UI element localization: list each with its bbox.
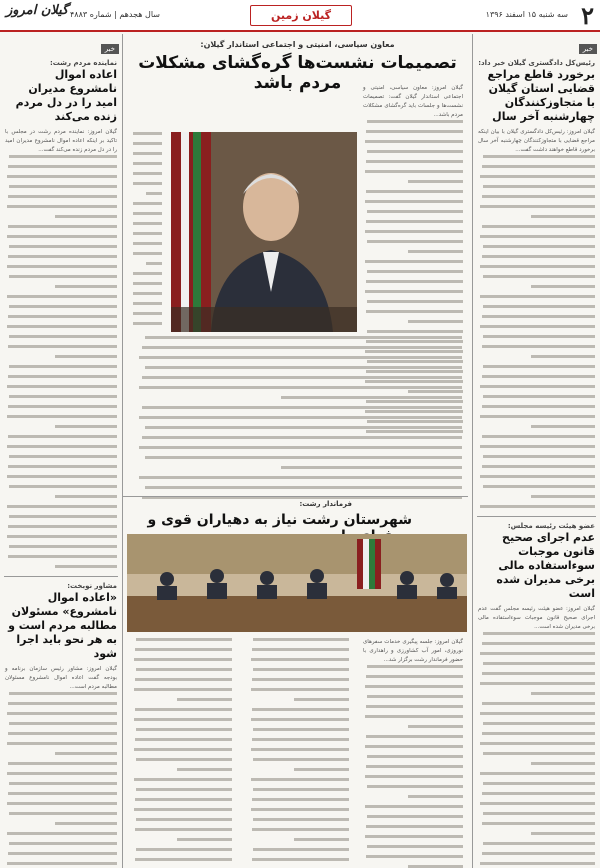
text-line <box>55 355 117 361</box>
page-header <box>0 0 600 32</box>
text-line <box>483 365 595 371</box>
text-line <box>133 162 162 168</box>
text-line <box>7 712 117 718</box>
text-line <box>7 535 117 541</box>
text-line <box>482 642 595 648</box>
text-line <box>480 415 595 421</box>
meeting-photo <box>127 534 467 632</box>
text-line <box>9 545 117 551</box>
text-line <box>7 235 117 241</box>
text-line <box>134 778 232 784</box>
text-line <box>146 192 163 198</box>
text-line <box>281 396 463 402</box>
text-line <box>9 782 117 788</box>
text-line <box>366 765 463 771</box>
meeting-illustration <box>127 534 467 632</box>
text-line <box>7 415 117 421</box>
text-line <box>9 155 117 161</box>
text-line <box>133 282 162 288</box>
text-line <box>9 812 117 818</box>
text-line <box>8 555 117 561</box>
divider <box>4 576 118 577</box>
text-line <box>252 828 349 834</box>
text-line <box>482 255 595 261</box>
story-lead: گیلان امروز: نماینده مردم رشت در مجلس با تاکید بر اینکه اعاده اموال نامشروع مدیران امید را در دل مردم زنده می‌کند گفت... <box>5 129 117 153</box>
story-kicker: فرماندار رشت: <box>299 500 352 508</box>
text-line <box>7 175 117 181</box>
text-line <box>483 245 595 251</box>
text-line <box>142 436 462 442</box>
story-kicker: عضو هیئت رئیسه مجلس: <box>507 522 595 530</box>
text-line <box>133 142 162 148</box>
text-line <box>482 435 595 441</box>
text-line <box>8 345 117 351</box>
official-portrait-photo <box>171 132 357 332</box>
text-line <box>367 845 463 851</box>
text-line <box>480 445 595 451</box>
text-line <box>139 476 462 482</box>
text-line <box>142 376 462 382</box>
text-line <box>483 275 595 281</box>
text-line <box>367 300 463 306</box>
text-line <box>483 662 595 668</box>
text-line <box>408 250 463 256</box>
text-line <box>482 165 595 171</box>
text-line <box>7 802 117 808</box>
text-line <box>482 702 595 708</box>
text-line <box>480 265 595 271</box>
text-line <box>133 272 162 278</box>
text-line <box>142 346 462 352</box>
text-line <box>480 505 595 511</box>
text-line <box>253 668 349 674</box>
text-line <box>136 728 232 734</box>
text-line <box>8 435 117 441</box>
column-tag: خبر <box>579 44 597 54</box>
text-line <box>7 505 117 511</box>
text-line <box>134 748 232 754</box>
story-lead: گیلان امروز: معاون سیاسی، امنیتی و اجتماعی استاندار گیلان گفت: تصمیمات نشست‌ها و جلسات باید گره‌گشای مشکلات مردم باشد... <box>363 85 463 118</box>
text-line <box>294 768 349 774</box>
text-line <box>8 762 117 768</box>
text-line <box>9 722 117 728</box>
text-line <box>55 215 117 221</box>
text-line <box>366 310 463 316</box>
text-line <box>251 718 349 724</box>
text-line <box>483 455 595 461</box>
text-line <box>251 688 349 694</box>
text-line <box>531 425 595 431</box>
text-line <box>136 818 232 824</box>
text-line <box>367 150 463 156</box>
text-line <box>7 475 117 481</box>
story-kicker: رئیس‌کل دادگستری گیلان خبر داد: <box>478 59 595 67</box>
text-line <box>480 295 595 301</box>
issue-number: سال هجدهم | شماره ۴۸۸۳ <box>70 10 160 19</box>
text-line <box>367 785 463 791</box>
text-line <box>365 290 463 296</box>
text-line <box>480 235 595 241</box>
text-line <box>367 270 463 276</box>
story-headline[interactable]: «اعاده اموال نامشروع» مسئولان مطالبه مردم است و به هر نحو باید اجرا شود <box>8 591 117 660</box>
text-line <box>136 788 232 794</box>
text-line <box>139 446 462 452</box>
story-kicker: نماینده مردم رشت: <box>49 59 117 67</box>
text-line <box>133 132 162 138</box>
text-line <box>483 485 595 491</box>
text-line <box>482 672 595 678</box>
story-body-text <box>132 638 232 868</box>
text-line <box>135 798 232 804</box>
text-line <box>146 262 163 268</box>
text-line <box>8 732 117 738</box>
text-line <box>531 692 595 698</box>
text-line <box>177 768 232 774</box>
text-line <box>135 738 232 744</box>
text-line <box>145 456 462 462</box>
text-line <box>8 525 117 531</box>
text-line <box>9 692 117 698</box>
text-line <box>483 395 595 401</box>
text-line <box>482 732 595 738</box>
text-line <box>480 652 595 658</box>
text-line <box>366 735 463 741</box>
text-line <box>133 232 162 238</box>
text-line <box>7 772 117 778</box>
text-line <box>135 678 232 684</box>
page-number: ۲ <box>581 1 594 30</box>
text-line <box>9 395 117 401</box>
text-line <box>365 140 463 146</box>
text-line <box>133 242 162 248</box>
text-line <box>281 466 463 472</box>
text-line <box>366 220 463 226</box>
text-line <box>7 325 117 331</box>
text-line <box>145 336 462 342</box>
text-line <box>136 758 232 764</box>
text-line <box>7 295 117 301</box>
text-line <box>55 822 117 828</box>
text-line <box>482 822 595 828</box>
text-line <box>252 858 349 864</box>
text-line <box>139 356 462 362</box>
text-line <box>483 842 595 848</box>
story-lead: گیلان امروز: مشاور رئیس سازمان برنامه و بودجه گفت اعاده اموال نامشروع مسئولان مطالبه مردم است... <box>5 666 117 690</box>
text-line <box>367 695 463 701</box>
text-line <box>367 665 463 671</box>
text-line <box>252 648 349 654</box>
text-line <box>365 835 463 841</box>
text-line <box>294 698 349 704</box>
text-line <box>367 120 463 126</box>
text-line <box>7 445 117 451</box>
text-line <box>8 225 117 231</box>
story-body-text <box>132 132 162 328</box>
text-line <box>55 565 117 571</box>
text-line <box>480 385 595 391</box>
text-line <box>252 678 349 684</box>
text-line <box>480 742 595 748</box>
text-line <box>253 728 349 734</box>
text-line <box>9 455 117 461</box>
text-line <box>482 792 595 798</box>
text-line <box>139 386 462 392</box>
text-line <box>483 782 595 788</box>
story-headline[interactable]: شهرستان رشت نیاز به دهیاران قوی و <box>147 512 412 528</box>
text-line <box>367 755 463 761</box>
text-line <box>8 702 117 708</box>
center-column <box>123 34 472 868</box>
story-kicker: مشاور نوبخت: <box>67 582 117 590</box>
text-line <box>8 255 117 261</box>
text-line <box>480 205 595 211</box>
text-line <box>7 862 117 868</box>
column-tag: خبر <box>101 44 119 54</box>
text-line <box>133 212 162 218</box>
text-line <box>9 515 117 521</box>
text-line <box>145 486 462 492</box>
text-line <box>480 682 595 688</box>
story-body-text <box>249 638 349 868</box>
story-body-text <box>363 665 463 868</box>
text-line <box>55 285 117 291</box>
text-line <box>366 190 463 196</box>
text-line <box>365 260 463 266</box>
text-line <box>365 200 463 206</box>
text-line <box>8 165 117 171</box>
text-line <box>483 305 595 311</box>
text-line <box>531 355 595 361</box>
text-line <box>366 130 463 136</box>
text-line <box>135 648 232 654</box>
text-line <box>9 365 117 371</box>
text-line <box>482 225 595 231</box>
story-kicker: معاون سیاسی، امنیتی و اجتماعی استاندار گیلان: <box>200 40 395 49</box>
text-line <box>531 762 595 768</box>
text-line <box>480 862 595 868</box>
text-line <box>483 155 595 161</box>
text-line <box>9 305 117 311</box>
text-line <box>251 808 349 814</box>
text-line <box>294 838 349 844</box>
left-column <box>0 34 123 868</box>
text-line <box>366 855 463 861</box>
text-line <box>253 818 349 824</box>
text-line <box>365 745 463 751</box>
text-line <box>252 738 349 744</box>
text-line <box>531 495 595 501</box>
text-line <box>365 685 463 691</box>
text-line <box>133 222 162 228</box>
text-line <box>55 425 117 431</box>
text-line <box>252 798 349 804</box>
issue-date: سه شنبه ۱۵ اسفند ۱۳۹۶ <box>485 10 568 19</box>
text-line <box>408 320 463 326</box>
text-line <box>480 175 595 181</box>
text-line <box>7 205 117 211</box>
text-line <box>483 812 595 818</box>
text-line <box>366 675 463 681</box>
text-line <box>366 160 463 166</box>
text-line <box>367 240 463 246</box>
text-line <box>253 848 349 854</box>
text-line <box>365 715 463 721</box>
text-line <box>133 322 162 328</box>
story-lead: گیلان امروز: رئیس‌کل دادگستری گیلان با بیان اینکه مراجع قضایی با متجاوزکنندگان چهارشنبه آخر سال برخورد قاطع خواهند داشت گفت... <box>478 129 595 153</box>
text-line <box>8 792 117 798</box>
text-line <box>483 335 595 341</box>
story-body-text <box>132 336 462 502</box>
text-line <box>135 708 232 714</box>
divider <box>123 496 468 497</box>
text-line <box>139 416 462 422</box>
text-line <box>482 315 595 321</box>
text-line <box>251 778 349 784</box>
right-column <box>472 34 600 868</box>
text-line <box>366 825 463 831</box>
text-line <box>408 795 463 801</box>
text-line <box>365 805 463 811</box>
text-line <box>483 722 595 728</box>
text-line <box>7 742 117 748</box>
text-line <box>482 405 595 411</box>
text-line <box>134 808 232 814</box>
text-line <box>177 838 232 844</box>
text-line <box>482 375 595 381</box>
text-line <box>253 788 349 794</box>
text-line <box>134 688 232 694</box>
story-headline[interactable]: تصمیمات نشست‌ها گره‌گشای مشکلات مردم باشد <box>138 53 457 93</box>
text-line <box>9 335 117 341</box>
text-line <box>366 705 463 711</box>
text-line <box>480 325 595 331</box>
newspaper-logo: گیلان امروز <box>6 3 69 18</box>
text-line <box>55 495 117 501</box>
text-line <box>253 758 349 764</box>
text-line <box>9 275 117 281</box>
text-line <box>480 475 595 481</box>
text-line <box>252 708 349 714</box>
text-line <box>366 280 463 286</box>
portrait-illustration <box>171 132 357 332</box>
story-lead: گیلان امروز: عضو هیئت رئیسه مجلس گفت عدم اجرای صحیح قانون موجبات سوءاستفاده مالی برخی مدیران شده است... <box>478 606 595 630</box>
text-line <box>365 230 463 236</box>
text-line <box>135 858 232 864</box>
text-line <box>9 842 117 848</box>
text-line <box>9 485 117 491</box>
text-line <box>8 375 117 381</box>
story-lead: گیلان امروز: جلسه پیگیری خدمات سفرهای نوروزی، امور آب کشاورزی و راهداری با حضور فرماندار رشت برگزار شد... <box>363 639 463 663</box>
text-line <box>133 252 162 258</box>
story-body-text <box>5 155 117 571</box>
text-line <box>8 315 117 321</box>
text-line <box>483 752 595 758</box>
text-line <box>9 245 117 251</box>
text-line <box>7 832 117 838</box>
text-line <box>134 658 232 664</box>
text-line <box>145 366 462 372</box>
text-line <box>9 185 117 191</box>
text-line <box>367 210 463 216</box>
text-line <box>251 658 349 664</box>
text-line <box>133 292 162 298</box>
text-line <box>177 698 232 704</box>
text-line <box>408 725 463 731</box>
text-line <box>482 195 595 201</box>
text-line <box>7 385 117 391</box>
story-headline[interactable]: برخورد قاطع مراجع قضایی استان گیلان با متجاوزکنندگان چهارشنبه آخر سال <box>487 68 595 123</box>
text-line <box>253 638 349 644</box>
story-body-text <box>478 155 595 511</box>
story-body-text <box>478 632 595 868</box>
text-line <box>482 345 595 351</box>
text-line <box>133 302 162 308</box>
text-line <box>365 775 463 781</box>
text-line <box>136 848 232 854</box>
text-line <box>531 832 595 838</box>
text-line <box>531 215 595 221</box>
text-line <box>142 406 462 412</box>
text-line <box>480 772 595 778</box>
section-title: گیلان زمین <box>250 5 352 26</box>
text-line <box>133 152 162 158</box>
text-line <box>135 828 232 834</box>
text-line <box>55 752 117 758</box>
text-line <box>136 668 232 674</box>
text-line <box>251 748 349 754</box>
story-headline[interactable]: عدم اجرای صحیح قانون موجبات سوءاستفاده مالی برخی مدیران شده است <box>496 531 595 600</box>
text-line <box>8 852 117 858</box>
text-line <box>480 712 595 718</box>
text-line <box>133 202 162 208</box>
text-line <box>480 802 595 808</box>
text-line <box>483 185 595 191</box>
text-line <box>8 195 117 201</box>
text-line <box>482 465 595 471</box>
text-line <box>7 265 117 271</box>
text-line <box>531 285 595 291</box>
text-line <box>8 405 117 411</box>
story-body-text <box>5 692 117 868</box>
text-line <box>133 172 162 178</box>
text-line <box>136 638 232 644</box>
text-line <box>145 426 462 432</box>
text-line <box>408 180 463 186</box>
text-line <box>365 170 463 176</box>
text-line <box>482 852 595 858</box>
text-line <box>133 182 162 188</box>
text-line <box>134 718 232 724</box>
text-line <box>483 632 595 638</box>
text-line <box>133 312 162 318</box>
divider <box>477 516 596 517</box>
story-headline[interactable]: اعاده اموال نامشروع مدیران امید را در دل مردم زنده می‌کند <box>15 68 117 123</box>
text-line <box>367 815 463 821</box>
text-line <box>8 465 117 471</box>
